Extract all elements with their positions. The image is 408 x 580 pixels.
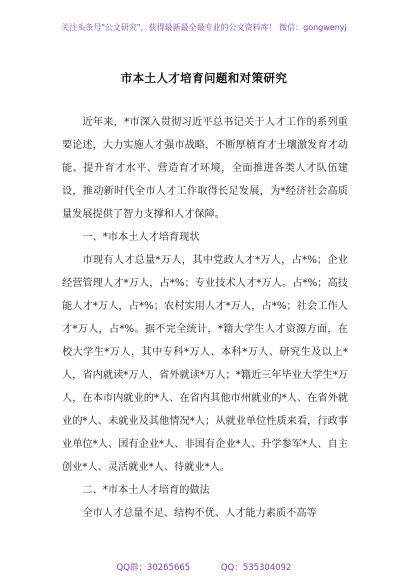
- footer-qq-group: QQ群：30265665: [116, 563, 191, 573]
- document-title: 市本土人才培育问题和对策研究: [120, 71, 288, 85]
- footer-contact: [0, 561, 408, 573]
- document-body: [62, 111, 348, 525]
- header-banner: 关注头条号"公文研究"，获得最新最全最专业的公文资料库！ 微信：gongwenyj: [61, 23, 347, 32]
- footer-qq-number: QQ：535304092: [220, 563, 292, 573]
- section-2-paragraph: 全市人才总量不足、结构不优、人才能力素质不高等: [82, 508, 317, 519]
- intro-paragraph: 近年来，*市深入贯彻习近平总书记关于人才工作的系列重要论述，大力实施人才强市战略，不断厚植育才土壤激发育才动能、提升育才水平、营造育才环境，全面推进各类人才队伍建设，推动新时代全市人才工作取得长足发展，为*经济社会高质量发展提供了智力支撑和人才保障。: [62, 117, 348, 220]
- section-2-heading: 二、*市本土人才培育的做法: [82, 485, 210, 496]
- section-1-paragraph: 市现有人才总量*万人，其中党政人才*万人，占*%；企业经营管理人才*万人，占*%；专业技术人才*万人。占*%；高技能人才*万人，占*%；农村实用人才*万人，占*%；社会工作人才*万人，占*%。据不完全统计，*籍大学生人才资源方面，在校大学生*万人，其中专科*万人、本科*万人、研究生及以上*人，省内就读*万人，省外就读*万人；*籍近三年毕业大学生*万人，在本市内就业的*人、在省内其他市州就业的*人、在省外就业的*人、未就业及其他情况*人；从就业单位性质来看，行政事业单位*人、国有企业*人、非国有企业*人、升学参军*人、自主创业*人、灵活就业*人、待就业*人。: [62, 255, 348, 473]
- section-1-heading: 一、*市本土人才培育现状: [82, 232, 200, 243]
